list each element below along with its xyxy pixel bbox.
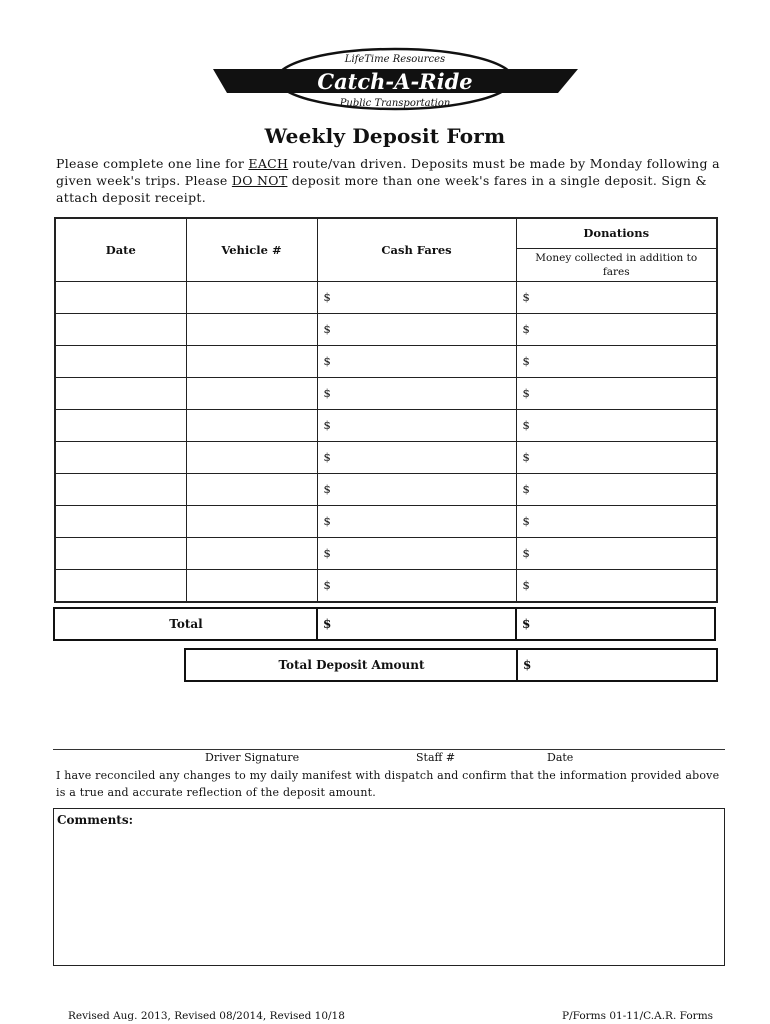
table-row xyxy=(55,505,717,537)
staff-number-label: Staff # xyxy=(416,751,456,764)
table-row xyxy=(55,313,717,345)
vehicle-cell[interactable] xyxy=(186,313,317,345)
intro-part2: route/van driven. Deposits must be made by Monday following a given week's trips. Please xyxy=(56,156,720,188)
page-title: Weekly Deposit Form xyxy=(264,124,506,148)
date-cell[interactable] xyxy=(55,505,186,537)
header-date: Date xyxy=(55,218,186,281)
date-cell[interactable] xyxy=(55,345,186,377)
donation-cell[interactable]: $ xyxy=(516,345,717,377)
table-row xyxy=(55,537,717,569)
table-row xyxy=(55,473,717,505)
intro-donot: DO NOT xyxy=(231,173,288,188)
footer-form-id: P/Forms 01-11/C.A.R. Forms xyxy=(562,1010,714,1022)
total-cash-field[interactable]: $ xyxy=(323,617,332,631)
footer-revision: Revised Aug. 2013, Revised 08/2014, Revised 10/18 xyxy=(68,1010,345,1022)
intro-each: EACH xyxy=(248,156,289,171)
date-cell[interactable] xyxy=(55,441,186,473)
intro-part3: deposit more than one week's fares in a single deposit. Sign & attach deposit receipt. xyxy=(56,173,707,205)
intro-part1: Please complete one line for xyxy=(56,156,249,171)
comments-box[interactable] xyxy=(53,808,725,966)
date-label: Date xyxy=(547,751,574,764)
vehicle-cell[interactable] xyxy=(186,409,317,441)
header-cash-fares: Cash Fares xyxy=(317,218,516,281)
donation-cell[interactable]: $ xyxy=(516,377,717,409)
date-cell[interactable] xyxy=(55,569,186,602)
table-row xyxy=(55,345,717,377)
cash-fare-cell[interactable]: $ xyxy=(317,281,516,313)
total-deposit-field[interactable]: $ xyxy=(523,658,532,672)
instructions xyxy=(56,155,726,206)
date-cell[interactable] xyxy=(55,377,186,409)
total-deposit-label: Total Deposit Amount xyxy=(278,658,425,672)
donation-cell[interactable]: $ xyxy=(516,569,717,602)
header-vehicle: Vehicle # xyxy=(186,218,317,281)
donation-cell[interactable]: $ xyxy=(516,409,717,441)
donation-cell[interactable]: $ xyxy=(516,313,717,345)
driver-signature-label: Driver Signature xyxy=(205,751,300,764)
vehicle-cell[interactable] xyxy=(186,345,317,377)
donation-cell[interactable]: $ xyxy=(516,441,717,473)
cash-fare-cell[interactable]: $ xyxy=(317,409,516,441)
cash-fare-cell[interactable]: $ xyxy=(317,537,516,569)
cash-fare-cell[interactable]: $ xyxy=(317,377,516,409)
vehicle-cell[interactable] xyxy=(186,281,317,313)
vehicle-cell[interactable] xyxy=(186,473,317,505)
deposit-table xyxy=(54,217,718,603)
total-label: Total xyxy=(169,617,203,631)
cash-fare-cell[interactable]: $ xyxy=(317,313,516,345)
total-deposit-row xyxy=(184,648,718,682)
vehicle-cell[interactable] xyxy=(186,377,317,409)
cash-fare-cell[interactable]: $ xyxy=(317,473,516,505)
vehicle-cell[interactable] xyxy=(186,505,317,537)
reconcile-statement: I have reconciled any changes to my daily manifest with dispatch and confirm that the information provided above is a true and accurate reflection of the deposit amount. xyxy=(56,769,720,799)
cash-fare-cell[interactable]: $ xyxy=(317,569,516,602)
logo-main-text: Catch-A-Ride xyxy=(317,69,473,94)
date-cell[interactable] xyxy=(55,409,186,441)
catch-a-ride-logo xyxy=(213,45,578,113)
date-cell[interactable] xyxy=(55,313,186,345)
date-cell[interactable] xyxy=(55,281,186,313)
header-donations-sub: Money collected in addition to fares xyxy=(516,248,717,281)
total-row xyxy=(53,607,716,641)
table-row xyxy=(55,377,717,409)
cash-fare-cell[interactable]: $ xyxy=(317,441,516,473)
logo-top-text: LifeTime Resources xyxy=(344,54,446,65)
donation-cell[interactable]: $ xyxy=(516,281,717,313)
header-donations: Donations xyxy=(516,218,717,248)
donation-cell[interactable]: $ xyxy=(516,537,717,569)
comments-label: Comments: xyxy=(57,813,134,827)
table-row xyxy=(55,409,717,441)
vehicle-cell[interactable] xyxy=(186,569,317,602)
table-row xyxy=(55,281,717,313)
total-donation-field[interactable]: $ xyxy=(522,617,531,631)
donation-cell[interactable]: $ xyxy=(516,505,717,537)
signature-line[interactable] xyxy=(53,749,725,750)
date-cell[interactable] xyxy=(55,537,186,569)
table-row xyxy=(55,441,717,473)
donation-cell[interactable]: $ xyxy=(516,473,717,505)
table-row xyxy=(55,569,717,602)
logo-bottom-text: Public Transportation xyxy=(339,98,451,109)
vehicle-cell[interactable] xyxy=(186,537,317,569)
vehicle-cell[interactable] xyxy=(186,441,317,473)
cash-fare-cell[interactable]: $ xyxy=(317,345,516,377)
date-cell[interactable] xyxy=(55,473,186,505)
cash-fare-cell[interactable]: $ xyxy=(317,505,516,537)
